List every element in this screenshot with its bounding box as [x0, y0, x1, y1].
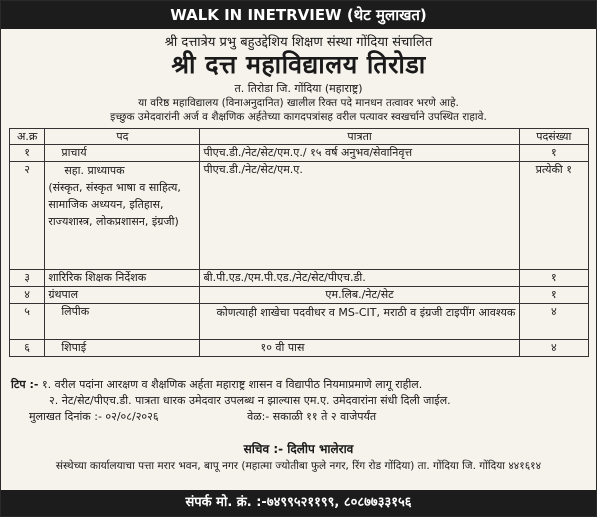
row-qualification: पीएच.डी./नेट/सेट/एम.ए./ १५ वर्ष अनुभव/सेवानिवृत्त — [200, 145, 519, 162]
row-qualification: पीएच.डी./नेट/सेट/एम.ए. — [200, 162, 519, 270]
secretary-name: सचिव :- दिलीप भालेराव — [243, 442, 354, 456]
header-qualification: पात्रता — [200, 129, 519, 145]
row-qualification: एम.लिब./नेट/सेट — [200, 287, 519, 304]
note-1: १. वरील पदांना आरक्षण व शैक्षणिक अर्हता महाराष्ट्र शासन व विद्यापीठ नियमाप्रमाणे लागू राहील. — [41, 378, 423, 391]
row-count: ४ — [519, 340, 588, 357]
table-row — [10, 340, 589, 357]
table-row — [10, 162, 589, 270]
posts-table — [9, 128, 589, 357]
row-count: ४ — [519, 304, 588, 340]
row-count: १ — [519, 145, 588, 162]
table-row — [10, 304, 589, 340]
table-row — [10, 145, 589, 162]
row-count: १ — [519, 270, 588, 287]
row-post: लिपीक — [45, 304, 200, 340]
row-no: ४ — [10, 287, 45, 304]
row-count: प्रत्येकी १ — [519, 162, 588, 270]
table-header-row — [10, 129, 589, 145]
row-post: सहा. प्राध्यापक — [64, 164, 125, 177]
row-no: १ — [10, 145, 45, 162]
header-post: पद — [45, 129, 200, 145]
walk-in-title: WALK IN INETRVIEW (थेट मुलाखत) — [1, 1, 596, 29]
row-qualification: १० वी पास — [200, 340, 519, 357]
contact-bar: संपर्क मो. क्रं. :-७४९९५२११९९, ८०८७७३३१५६ — [1, 490, 596, 516]
table-row — [10, 287, 589, 304]
row-no: ५ — [10, 304, 45, 340]
table-row — [10, 270, 589, 287]
intro-line-2: इच्छुक उमेदवारांनी अर्ज व शैक्षणिक अर्हतेच्या कागदपत्रांसह वरील पत्यावर स्वखर्चाने उपस्थित राहावे. — [110, 111, 487, 123]
row-no: २ — [10, 162, 45, 270]
interview-schedule — [11, 409, 591, 425]
note-line-1 — [11, 377, 591, 393]
notes-block — [11, 377, 591, 425]
row-post: ग्रंथपाल — [45, 287, 200, 304]
row-qualification: कोणत्याही शाखेचा पदवीधर व MS-CIT, मराठी व इंग्रजी टाइपींग आवश्यक — [200, 304, 519, 340]
row-post: शारिरिक शिक्षक निर्देशक — [45, 270, 200, 287]
row-count: १ — [519, 287, 588, 304]
row-post: शिपाई — [45, 340, 200, 357]
office-address: संस्थेच्या कार्यालयाचा पत्ता मरार भवन, बापू नगर (महात्मा ज्योतीबा फुले नगर, रिंग रोड गोंदिया) ता. गोंदिया जि. गोंदिया ४४१६१४ — [55, 460, 542, 472]
row-no: ६ — [10, 340, 45, 357]
intro-line-1: या वरिष्ठ महाविद्यालय (विनाअनुदानित) खालील रिक्त पदे मानधन तत्वावर भरणे आहे. — [138, 97, 459, 109]
interview-time: वेळ:- सकाळी ११ ते २ वाजेपर्यंत — [247, 410, 377, 423]
society-line: श्री दत्तात्रेय प्रभु बहुउद्देशिय शिक्षण संस्था गोंदिया संचालित — [164, 35, 433, 50]
header-sr-no: अ.क्र — [10, 129, 45, 145]
row-post-cell — [45, 162, 200, 270]
row-no: ३ — [10, 270, 45, 287]
notes-label: टिप :- — [11, 378, 39, 391]
interview-date: मुलाखत दिनांक :- ०२/०८/२०२६ — [29, 410, 159, 423]
note-2: २. नेट/सेट/पीएच.डी. पात्रता धारक उमेदवार उपलब्ध न झाल्यास एम.ए. उमेदवारांना संधी दिली जाईल. — [49, 394, 451, 407]
college-name: श्री दत्त महाविद्यालय तिरोडा — [171, 50, 426, 79]
header-count: पदसंख्या — [519, 129, 588, 145]
row-qualification: बी.पी.एड./एम.पी.एड./नेट/सेट/पीएच.डी. — [200, 270, 519, 287]
row-post: प्राचार्य — [45, 145, 200, 162]
college-address: त. तिरोडा जि. गोंदिया (महाराष्ट्र) — [234, 82, 363, 95]
row-post-detail: (संस्कृत, संस्कृत भाषा व साहित्य, सामाजिक अध्ययन, इतिहास, राज्यशास्त्र, लोकप्रशासन, इंग्रजी) — [48, 181, 181, 228]
